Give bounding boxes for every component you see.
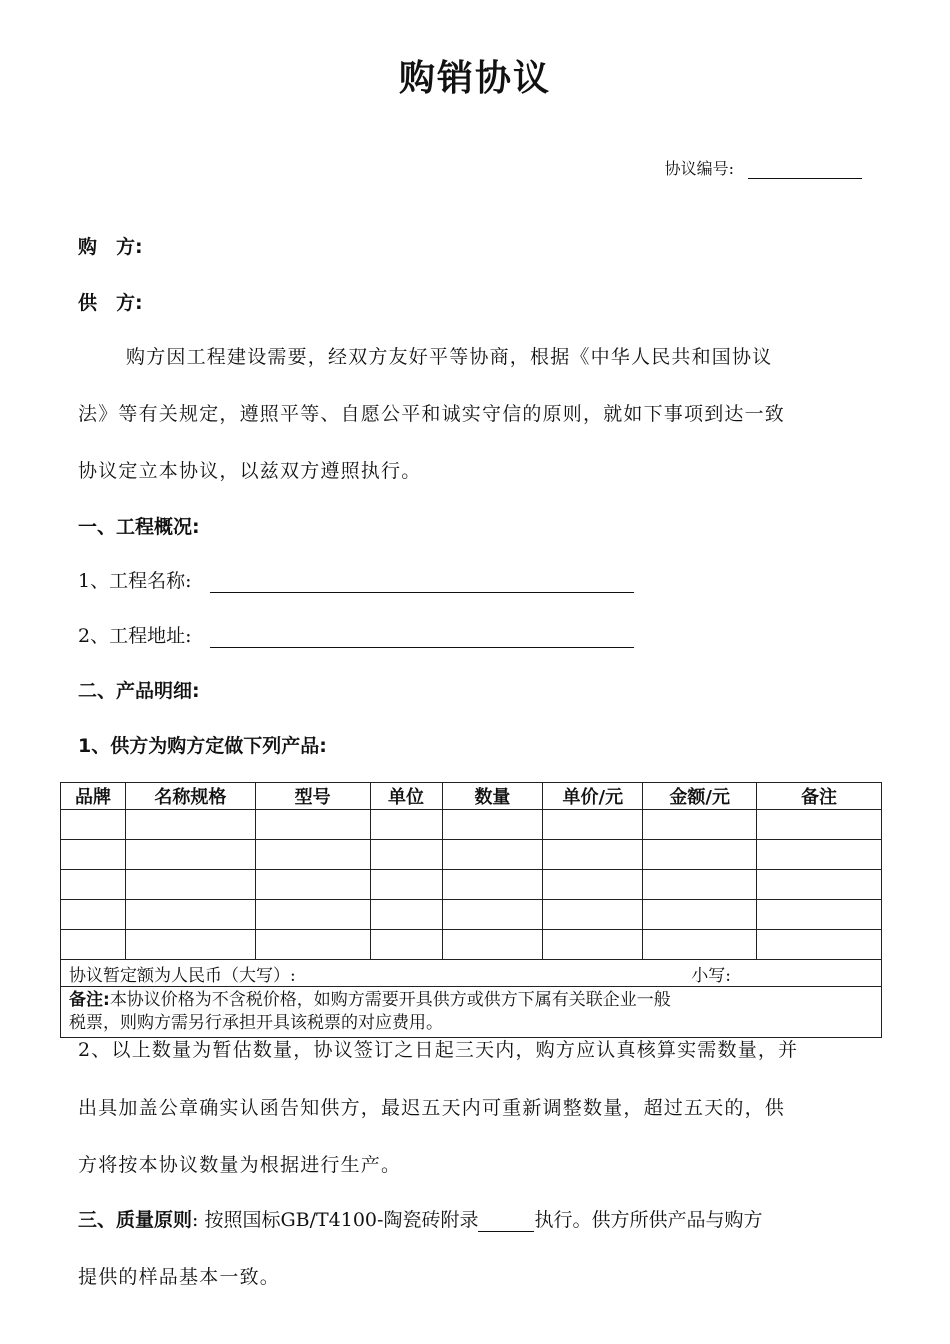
document-title: 购销协议 (398, 58, 551, 99)
table-cell[interactable] (61, 900, 126, 930)
table-cell[interactable] (543, 930, 643, 960)
table-cell[interactable] (61, 930, 126, 960)
item2-line-2: 出具加盖公章确实认函告知供方，最迟五天内可重新调整数量，超过五天的，供 (78, 1097, 786, 1119)
header-brand: 品牌 (61, 783, 126, 810)
project-name-label: 1、工程名称: (78, 570, 192, 592)
table-cell[interactable] (370, 870, 442, 900)
contract-number-label: 协议编号: (664, 159, 734, 178)
intro-line-2: 法》等有关规定，遵照平等、自愿公平和诚实守信的原则，就如下事项到达一致 (78, 403, 786, 425)
project-address-field[interactable] (210, 627, 634, 648)
header-model: 型号 (255, 783, 370, 810)
supplier-label: 供 方: (78, 292, 143, 314)
table-row (61, 840, 882, 870)
project-name-field[interactable] (210, 572, 634, 593)
table-cell[interactable] (442, 930, 543, 960)
table-cell[interactable] (125, 930, 255, 960)
section3-row (78, 1205, 878, 1232)
product-table (60, 782, 882, 1038)
table-cell[interactable] (543, 840, 643, 870)
table-cell[interactable] (442, 810, 543, 840)
header-amount: 金额/元 (643, 783, 757, 810)
table-cell[interactable] (255, 840, 370, 870)
table-row (61, 810, 882, 840)
table-cell[interactable] (370, 900, 442, 930)
header-remark: 备注 (757, 783, 882, 810)
table-cell[interactable] (125, 810, 255, 840)
item2-line-3: 方将按本协议数量为根据进行生产。 (78, 1154, 402, 1176)
section3-text-b: 执行。供方所供产品与购方 (534, 1209, 763, 1231)
table-cell[interactable] (370, 930, 442, 960)
section2-sub1: 1、供方为购方定做下列产品: (78, 735, 327, 757)
total-amount-label: 协议暂定额为人民币（大写）: (69, 965, 296, 986)
item2-line-1-text: 2、以上数量为暂估数量，协议签订之日起三天内，购方应认真核算实需数量，并 (78, 1039, 799, 1061)
note-line-2: 税票，则购方需另行承担开具该税票的对应费用。 (69, 1013, 443, 1033)
table-cell[interactable] (255, 870, 370, 900)
table-cell[interactable] (543, 810, 643, 840)
section2-heading: 二、产品明细: (78, 680, 200, 702)
table-cell[interactable] (643, 900, 757, 930)
table-cell[interactable] (643, 930, 757, 960)
table-cell[interactable] (255, 810, 370, 840)
table-cell[interactable] (643, 810, 757, 840)
table-total-row (61, 960, 882, 987)
section3-line-2: 提供的样品基本一致。 (78, 1266, 281, 1288)
section3-heading: 三、质量原则 (78, 1209, 193, 1231)
appendix-field[interactable] (478, 1211, 534, 1232)
table-cell[interactable] (255, 900, 370, 930)
intro-line-3: 协议定立本协议，以兹双方遵照执行。 (78, 460, 422, 482)
table-cell[interactable] (442, 870, 543, 900)
header-name-spec: 名称规格 (125, 783, 255, 810)
item2-line-1 (78, 1035, 878, 1062)
note-line-1: 本协议价格为不含税价格，如购方需要开具供方或供方下属有关联企业一般 (109, 990, 671, 1010)
table-cell[interactable] (61, 870, 126, 900)
table-row (61, 870, 882, 900)
table-cell[interactable] (757, 840, 882, 870)
table-row (61, 930, 882, 960)
header-unit-price: 单价/元 (543, 783, 643, 810)
intro-line-1: 购方因工程建设需要，经双方友好平等协商，根据《中华人民共和国协议 (126, 346, 773, 368)
section3-text-a: : 按照国标GB/T4100-陶瓷砖附录 (192, 1209, 479, 1231)
table-cell[interactable] (61, 840, 126, 870)
table-cell[interactable] (643, 870, 757, 900)
table-cell[interactable] (370, 810, 442, 840)
buyer-label: 购 方: (78, 236, 143, 258)
contract-number-field[interactable] (748, 160, 862, 179)
table-cell[interactable] (757, 930, 882, 960)
note-cell (61, 987, 882, 1038)
header-unit: 单位 (370, 783, 442, 810)
project-address-label: 2、工程地址: (78, 625, 192, 647)
table-cell[interactable] (61, 810, 126, 840)
table-cell[interactable] (757, 810, 882, 840)
project-name-row (78, 566, 878, 593)
table-cell[interactable] (757, 870, 882, 900)
project-address-row (78, 621, 878, 648)
table-cell[interactable] (125, 840, 255, 870)
table-cell[interactable] (370, 840, 442, 870)
table-cell[interactable] (543, 900, 643, 930)
table-cell[interactable] (125, 900, 255, 930)
total-small-label: 小写: (691, 965, 731, 986)
header-quantity: 数量 (442, 783, 543, 810)
table-note-row (61, 987, 882, 1038)
note-label: 备注: (69, 990, 110, 1010)
table-cell[interactable] (757, 900, 882, 930)
section1-heading: 一、工程概况: (78, 516, 200, 538)
table-header-row (61, 783, 882, 810)
table-cell[interactable] (442, 840, 543, 870)
total-cell (61, 960, 882, 987)
contract-number (665, 156, 862, 179)
table-cell[interactable] (543, 870, 643, 900)
table-cell[interactable] (125, 870, 255, 900)
table-cell[interactable] (255, 930, 370, 960)
table-row (61, 900, 882, 930)
table-cell[interactable] (643, 840, 757, 870)
table-cell[interactable] (442, 900, 543, 930)
